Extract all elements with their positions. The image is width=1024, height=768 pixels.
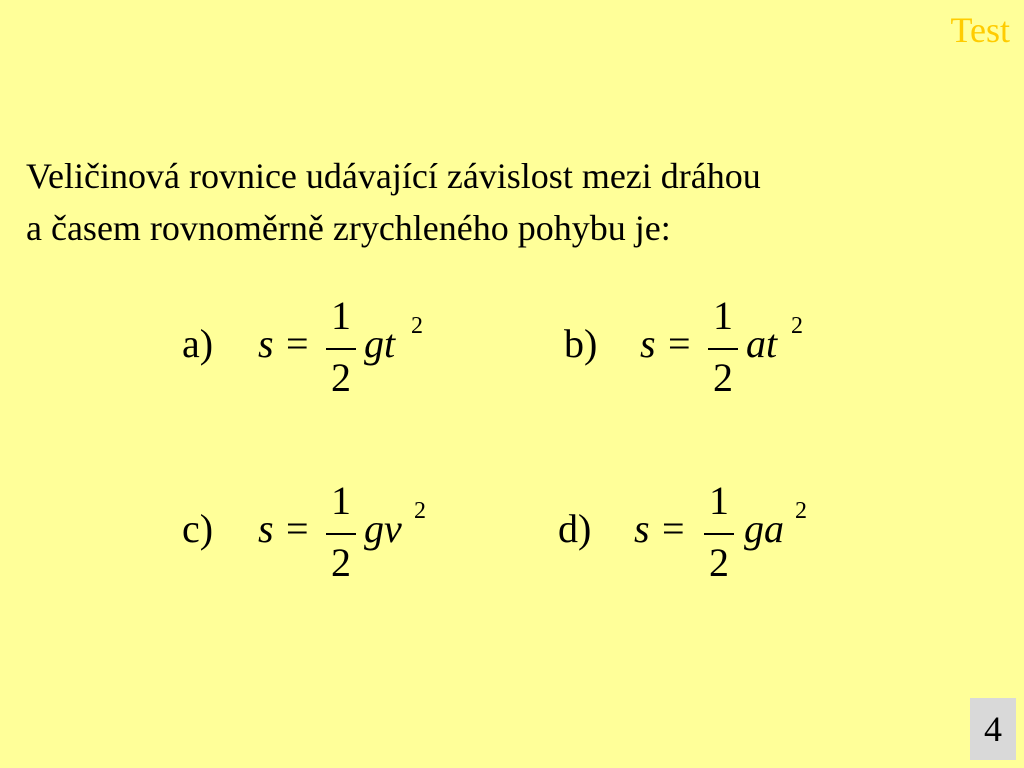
equation-term: gv bbox=[364, 506, 402, 551]
exponent: 2 bbox=[795, 498, 807, 524]
fraction-denominator: 2 bbox=[713, 355, 733, 400]
exponent: 2 bbox=[414, 498, 426, 524]
question-text bbox=[26, 150, 986, 254]
exponent: 2 bbox=[791, 313, 803, 339]
fraction-denominator: 2 bbox=[331, 540, 351, 585]
fraction-half bbox=[708, 293, 738, 403]
page-number-badge: 4 bbox=[970, 698, 1016, 760]
fraction-numerator: 1 bbox=[331, 478, 351, 523]
equation-lhs: s bbox=[258, 506, 274, 551]
slide-title: Test bbox=[950, 10, 1010, 50]
option-d[interactable] bbox=[558, 478, 838, 588]
fraction-half bbox=[326, 478, 356, 588]
fraction-half bbox=[326, 293, 356, 403]
fraction-bar bbox=[708, 348, 738, 350]
equation-term: at bbox=[746, 321, 778, 366]
question-line-1: Veličinová rovnice udávající závislost mezi dráhou bbox=[26, 156, 761, 196]
fraction-numerator: 1 bbox=[713, 293, 733, 338]
option-b[interactable] bbox=[564, 293, 834, 403]
equals-sign: = bbox=[668, 321, 691, 366]
fraction-denominator: 2 bbox=[331, 355, 351, 400]
question-line-2: a časem rovnoměrně zrychleného pohybu je: bbox=[26, 208, 671, 248]
equation-lhs: s bbox=[640, 321, 656, 366]
fraction-bar bbox=[704, 533, 734, 535]
option-a[interactable] bbox=[182, 293, 452, 403]
fraction-half bbox=[704, 478, 734, 588]
fraction-numerator: 1 bbox=[709, 478, 729, 523]
equals-sign: = bbox=[286, 321, 309, 366]
fraction-bar bbox=[326, 348, 356, 350]
fraction-numerator: 1 bbox=[331, 293, 351, 338]
option-label: b) bbox=[564, 321, 598, 366]
fraction-denominator: 2 bbox=[709, 540, 729, 585]
equals-sign: = bbox=[662, 506, 685, 551]
equation-term: ga bbox=[744, 506, 784, 551]
option-label: a) bbox=[182, 321, 214, 366]
equals-sign: = bbox=[286, 506, 309, 551]
exponent: 2 bbox=[411, 313, 423, 339]
equation-term: gt bbox=[364, 321, 396, 366]
equation-lhs: s bbox=[258, 321, 274, 366]
option-c[interactable] bbox=[182, 478, 452, 588]
option-label: d) bbox=[558, 506, 592, 551]
fraction-bar bbox=[326, 533, 356, 535]
option-label: c) bbox=[182, 506, 214, 551]
equation-lhs: s bbox=[634, 506, 650, 551]
